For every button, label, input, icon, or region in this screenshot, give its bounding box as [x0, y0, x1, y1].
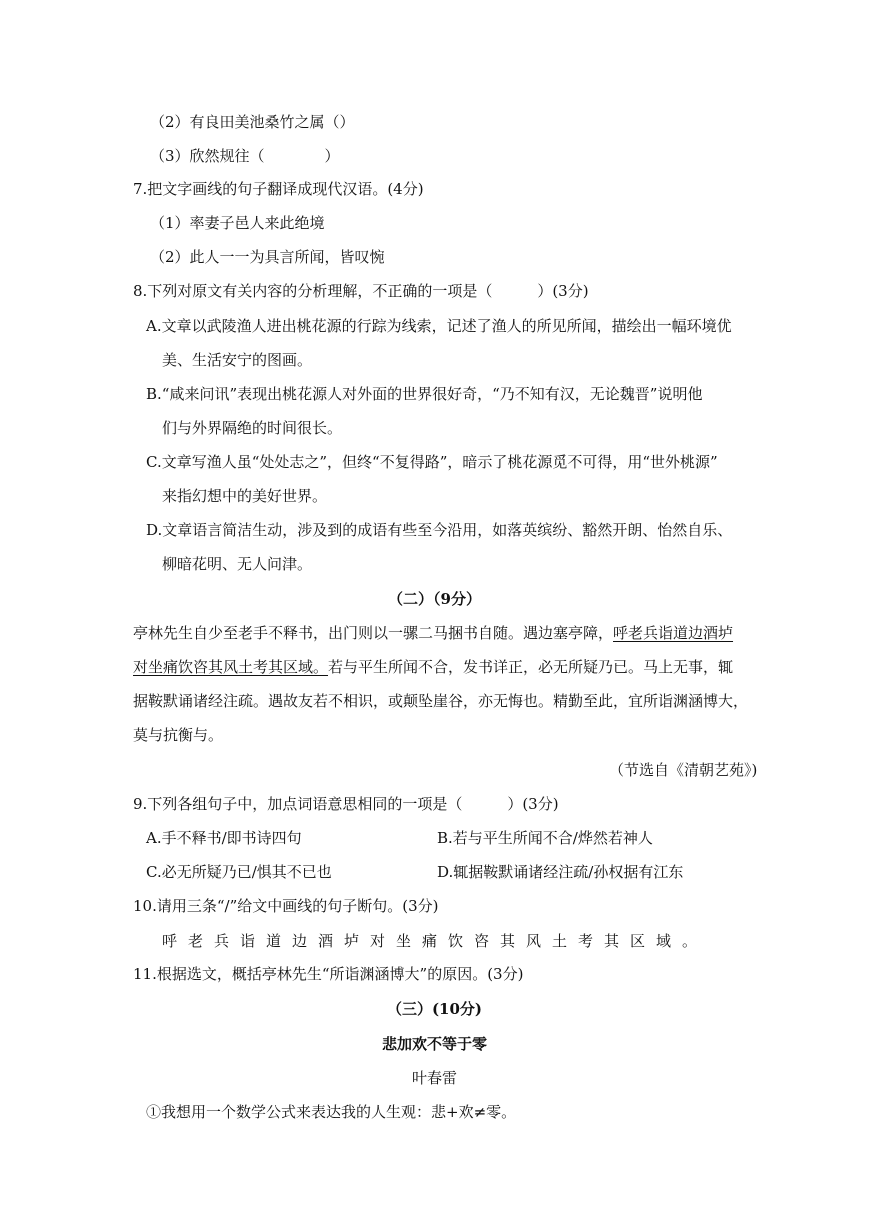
essay-author: 叶春雷	[411, 1069, 457, 1087]
passage-line-4: 莫与抗衡与。	[133, 726, 224, 744]
passage-text: 亭林先生自少至老手不释书，出门则以一骡二马捆书自随。遇边塞亭障，	[133, 624, 614, 642]
q6-item-2: （2）有良田美池桑竹之属（）	[150, 113, 355, 131]
q6-item-3: （3）欣然规往（ ）	[150, 147, 340, 165]
q10-stem: 10.请用三条“/”给文中画线的句子断句。(3分)	[133, 897, 439, 915]
passage-line-2	[133, 656, 733, 678]
q9-option-d: D.辄据鞍默诵诸经注疏/孙权据有江东	[437, 863, 684, 881]
q8-option-d-line1: D.文章语言简洁生动，涉及到的成语有些至今沿用，如落英缤纷、豁然开朗、怡然自乐、	[146, 521, 733, 539]
section-3-heading: （三）(10分)	[386, 1000, 483, 1018]
passage-line-1	[133, 622, 733, 644]
q8-option-a-line1: A.文章以武陵渔人进出桃花源的行踪为线索，记述了渔人的所见所闻，描绘出一幅环境优	[146, 317, 732, 335]
q8-option-a-line2: 美、生活安宁的图画。	[162, 351, 313, 369]
q8-option-d-line2: 柳暗花明、无人问津。	[162, 555, 313, 573]
q9-stem: 9.下列各组句子中，加点词语意思相同的一项是（ ）(3分)	[133, 795, 559, 813]
q8-stem: 8.下列对原文有关内容的分析理解，不正确的一项是（ ）(3分)	[133, 282, 589, 300]
q7-item-1: （1）率妻子邑人来此绝境	[150, 214, 325, 232]
q10-sentence: 呼老兵诣道边酒垆对坐痛饮咨其风土考其区域。	[162, 932, 709, 950]
passage-source: （节选自《清朝艺苑》)	[609, 761, 758, 779]
q8-option-c-line1: C.文章写渔人虽“处处志之”，但终“不复得路”，暗示了桃花源觅不可得，用“世外桃源”	[146, 453, 718, 471]
q11-stem: 11.根据选文，概括亭林先生“所诣渊涵博大”的原因。(3分)	[133, 965, 524, 983]
passage-text: 若与平生所闻不合，发书详正，必无所疑乃已。马上无事，辄	[328, 658, 734, 676]
q7-item-2: （2）此人一一为具言所闻，皆叹惋	[150, 248, 385, 266]
essay-title: 悲加欢不等于零	[381, 1035, 487, 1053]
section-2-heading: （二）（9分）	[388, 590, 481, 608]
passage-line-3: 据鞍默诵诸经注疏。遇故友若不相识，或颠坠崖谷，亦无悔也。精勤至此，宜所诣渊涵博大，	[133, 692, 749, 710]
q7-stem: 7.把文字画线的句子翻译成现代汉语。(4分)	[133, 180, 424, 198]
essay-paragraph-1: ①我想用一个数学公式来表达我的人生观：悲+欢≠零。	[146, 1103, 517, 1121]
underlined-sentence-part-2: 对坐痛饮咨其风土考其区域。	[133, 658, 329, 676]
q8-option-c-line2: 来指幻想中的美好世界。	[162, 487, 328, 505]
q9-option-c: C.必无所疑乃已/惧其不已也	[146, 863, 332, 881]
q8-option-b-line2: 们与外界隔绝的时间很长。	[162, 419, 343, 437]
q9-option-a: A.手不释书/即书诗四句	[146, 829, 302, 847]
q9-option-b: B.若与平生所闻不合/烨然若神人	[437, 829, 653, 847]
q8-option-b-line1: B.“咸来问讯”表现出桃花源人对外面的世界很好奇，“乃不知有汉，无论魏晋”说明他	[146, 385, 703, 403]
underlined-sentence-part-1: 呼老兵诣道边酒垆	[613, 624, 734, 642]
